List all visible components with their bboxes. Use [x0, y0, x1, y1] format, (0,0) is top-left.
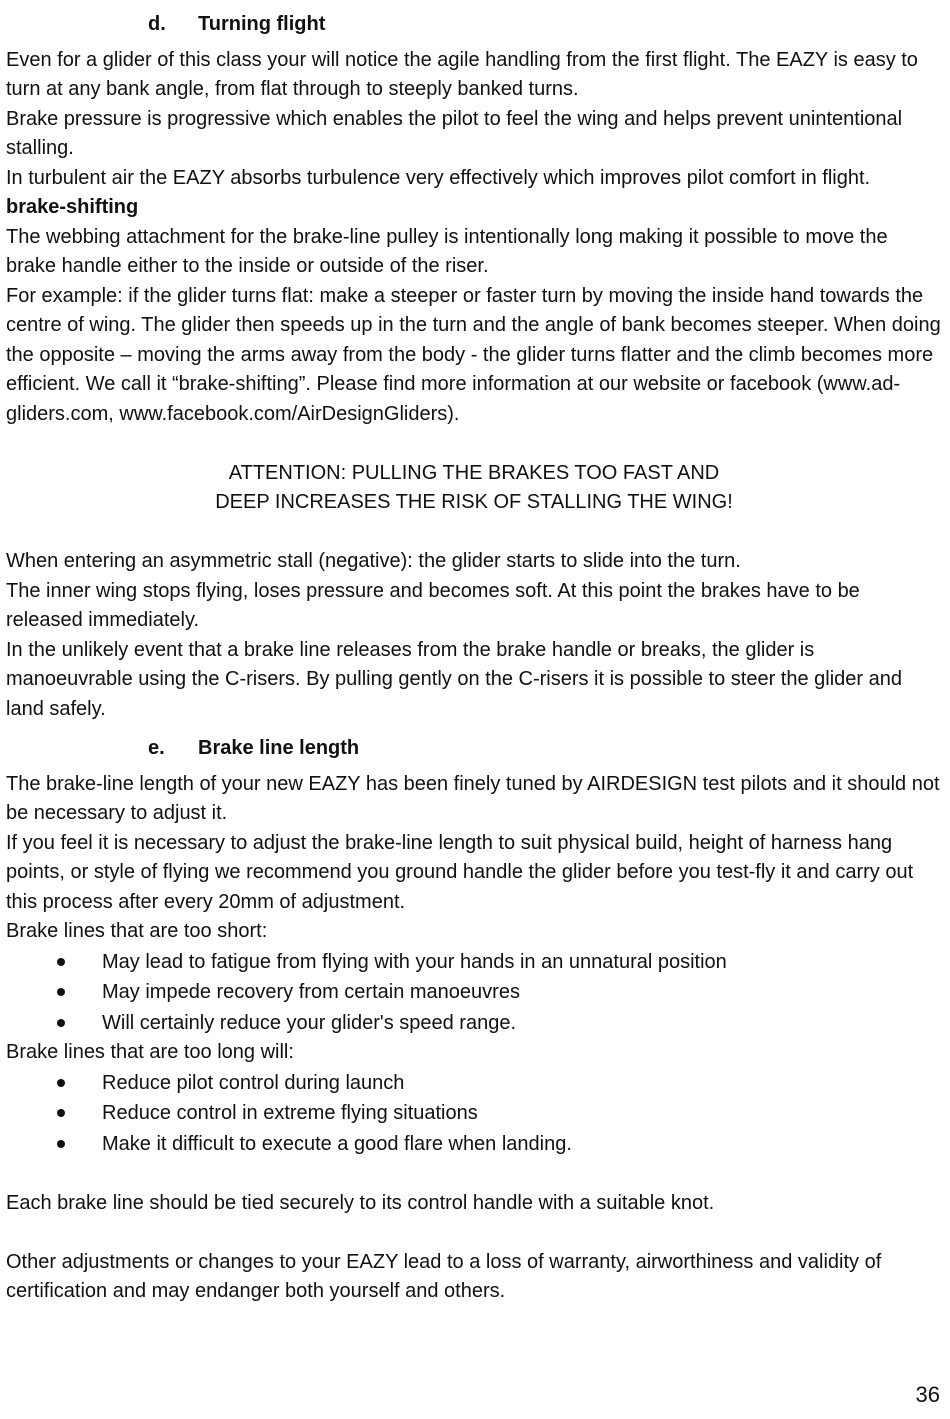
bullet-icon	[57, 1019, 65, 1027]
knot-note: Each brake line should be tied securely to its control handle with a suitable knot.	[6, 1191, 715, 1214]
paragraph: If you feel it is necessary to adjust the brake-line length to suit physical build, height of harness hang points, or style of flying we recommend you ground handle the glider before you test-fly it and carry out this process after every 20mm of adjustment.	[6, 831, 914, 913]
attention-warning-line-1: ATTENTION: PULLING THE BRAKES TOO FAST AND	[228, 461, 720, 484]
paragraph: The webbing attachment for the brake-line pulley is intentionally long making it possible to move the brake handle either to the inside or outside of the riser.	[6, 225, 888, 277]
bullet-icon	[57, 988, 65, 996]
list-item: Reduce pilot control during launch	[6, 1068, 942, 1099]
bullet-icon	[57, 1109, 65, 1117]
page-number: 36	[915, 1382, 940, 1407]
list-intro: Brake lines that are too long will:	[6, 1041, 294, 1063]
warranty-note: Other adjustments or changes to your EAZY lead to a loss of warranty, airworthiness and validity of certification and may endanger both yourself and others.	[6, 1250, 882, 1302]
section-number: d.	[148, 13, 166, 35]
subheading-brake-shifting: brake-shifting	[6, 196, 139, 218]
list-intro: Brake lines that are too short:	[6, 920, 268, 942]
paragraph: The brake-line length of your new EAZY has been finely tuned by AIRDESIGN test pilots and it should not be necessary to adjust it.	[6, 772, 940, 824]
paragraph: The inner wing stops flying, loses pressure and becomes soft. At this point the brakes have to be released immediately.	[6, 579, 860, 631]
section-title: Turning flight	[198, 13, 326, 35]
paragraph: When entering an asymmetric stall (negative): the glider starts to slide into the turn.	[6, 550, 741, 572]
section-title: Brake line length	[198, 737, 360, 759]
list-item: Make it difficult to execute a good flare when landing.	[6, 1129, 942, 1160]
paragraph: In the unlikely event that a brake line releases from the brake handle or breaks, the glider is manoeuvrable using the C-risers. By pulling gently on the C-risers it is possible to steer the glider and land safely.	[6, 638, 902, 720]
list-item: May lead to fatigue from flying with your hands in an unnatural position	[6, 947, 942, 978]
paragraph: For example: if the glider turns flat: make a steeper or faster turn by moving the inside hand towards the centre of wing. The glider then speeds up in the turn and the angle of bank becomes steeper. When doing the opposite – moving the arms away from the body - the glider turns flatter and the climb becomes more efficient. We call it “brake-shifting”. Please find more information at our website or facebook (www.ad-gliders.com, www.facebook.com/AirDesignGliders).	[6, 284, 941, 425]
long-brake-effects-list	[6, 1068, 942, 1160]
bullet-icon	[57, 1140, 65, 1148]
bullet-icon	[57, 958, 65, 966]
list-item: Reduce control in extreme flying situations	[6, 1098, 942, 1129]
paragraph: Brake pressure is progressive which enables the pilot to feel the wing and helps prevent unintentional stalling.	[6, 107, 903, 159]
list-item: Will certainly reduce your glider's speed range.	[6, 1008, 942, 1039]
bullet-icon	[57, 1079, 65, 1087]
paragraph: In turbulent air the EAZY absorbs turbulence very effectively which improves pilot comfort in flight.	[6, 166, 871, 189]
section-heading-brake-line-length	[6, 734, 942, 764]
section-heading-turning-flight	[6, 10, 942, 40]
list-item: May impede recovery from certain manoeuvres	[6, 977, 942, 1008]
paragraph: Even for a glider of this class your will notice the agile handling from the first flight. The EAZY is easy to turn at any bank angle, from flat through to steeply banked turns.	[6, 48, 918, 100]
manual-page	[6, 0, 942, 1307]
attention-warning-line-2: DEEP INCREASES THE RISK OF STALLING THE WING!	[215, 491, 733, 513]
section-number: e.	[148, 737, 165, 759]
short-brake-effects-list	[6, 947, 942, 1039]
